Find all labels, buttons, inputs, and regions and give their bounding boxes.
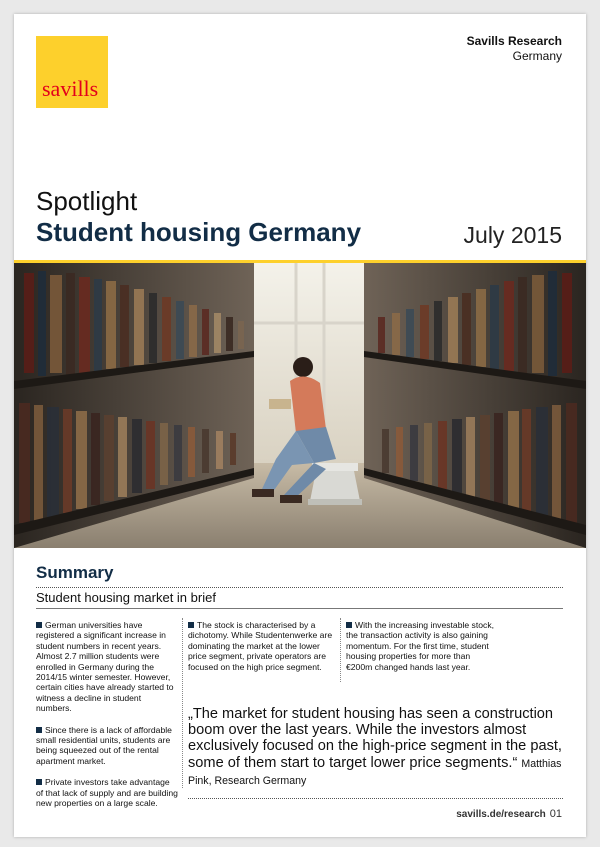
page-title: Student housing Germany <box>36 217 362 247</box>
summary-heading: Summary <box>36 563 114 582</box>
summary-subtitle: Student housing market in brief <box>36 590 216 605</box>
footer-divider <box>188 798 563 799</box>
summary-divider-dotted <box>36 587 563 588</box>
bullet-square-icon <box>36 622 42 628</box>
footer-url[interactable]: savills.de/research <box>456 809 546 820</box>
summary-column-3 <box>346 620 496 683</box>
page-number: 01 <box>549 808 562 820</box>
bullet-square-icon <box>188 622 194 628</box>
kicker: Spotlight <box>36 186 138 216</box>
report-cover-page <box>14 14 586 837</box>
bullet-square-icon <box>346 622 352 628</box>
page-footer <box>456 808 562 820</box>
pull-quote <box>188 706 568 789</box>
summary-paragraph: With the increasing investable stock, the transaction activity is also gaining momentum. For the first time, student housing properties for more than €200m changed hands last year. <box>346 620 494 672</box>
summary-column-1 <box>36 620 178 820</box>
publication-date: July 2015 <box>463 222 562 248</box>
bullet-square-icon <box>36 779 42 785</box>
summary-divider <box>36 608 563 609</box>
logo-text: savills <box>42 76 99 101</box>
savills-logo <box>36 36 108 108</box>
brand-block <box>467 34 562 64</box>
quote-author: Matthias Pink, Research Germany <box>188 757 562 787</box>
quote-text: „The market for student housing has seen a construction boom over the last years. While the investors almost exclusively focused on the high-price segment in the past, some of them start to target lower price segments.“ <box>188 706 562 771</box>
column-divider <box>182 618 183 788</box>
summary-paragraph: The stock is characterised by a dichotomy. While Studentenwerke are dominating the market at the lower price segment, private operators are focused on the high price segment. <box>188 620 333 672</box>
library-photo <box>14 263 586 548</box>
brand-country: Germany <box>512 49 562 63</box>
summary-paragraph: Private investors take advantage of that lack of supply and are building new properties on a large scale. <box>36 777 178 809</box>
brand-research: Savills Research <box>466 34 562 48</box>
summary-paragraph: Since there is a lack of affordable small residential units, students are being squeezed out of the rental apartment market. <box>36 724 172 766</box>
summary-paragraph: German universities have registered a significant increase in student numbers in recent years. Almost 2.7 million students were enrolled in Germany during the 2014/15 winter semester. However, certain cities have already started to witness a decline in student numbers. <box>36 620 174 714</box>
summary-column-2 <box>188 620 336 683</box>
bullet-square-icon <box>36 727 42 733</box>
column-divider <box>340 618 341 682</box>
